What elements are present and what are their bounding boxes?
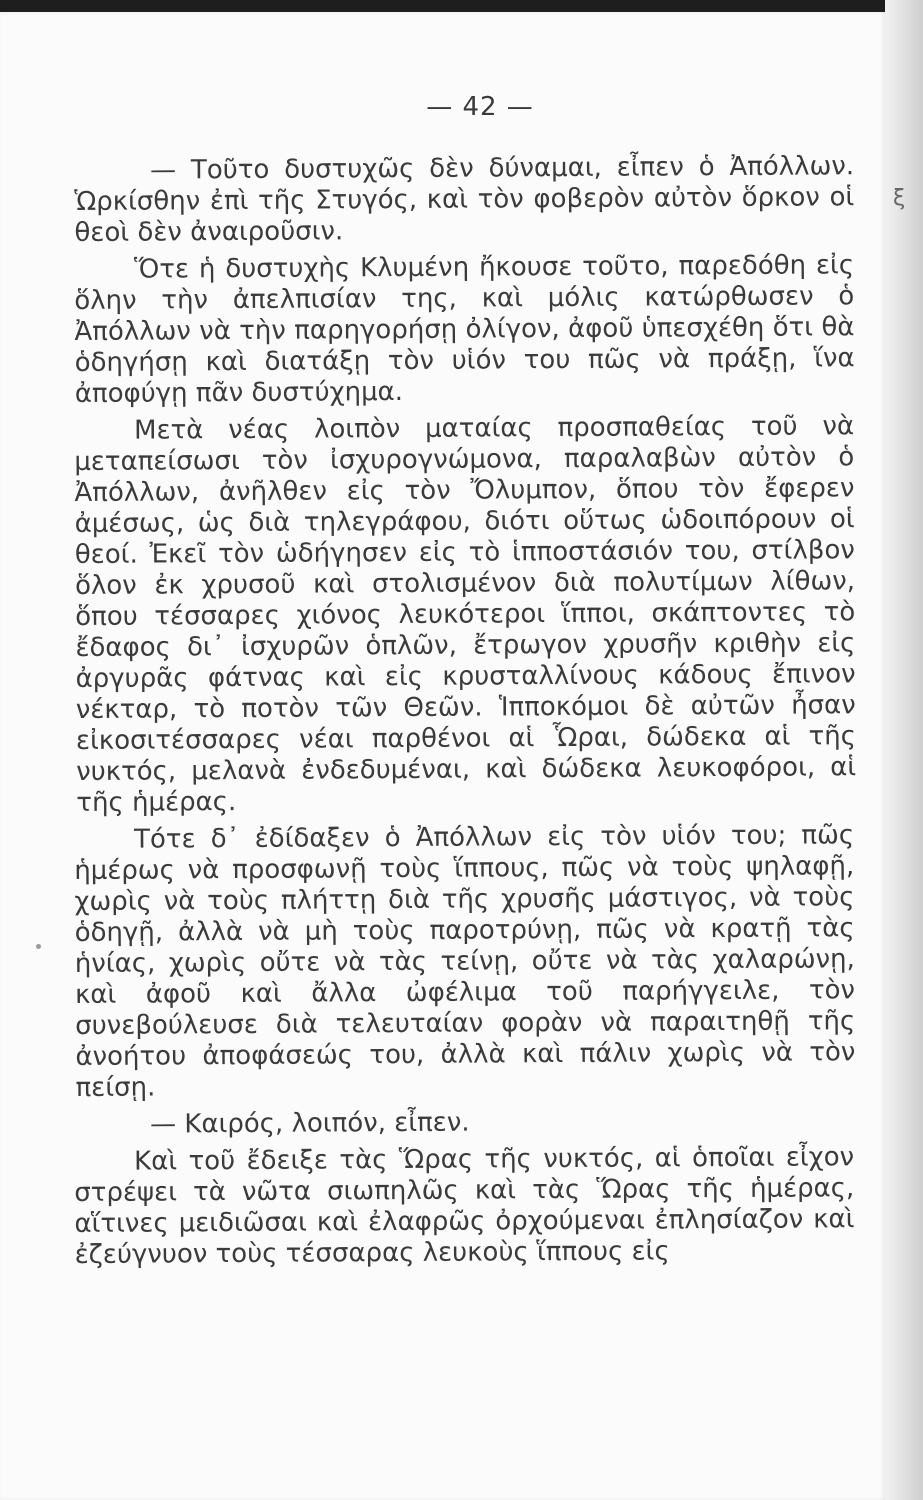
margin-mark: ξ [893,186,906,211]
scan-right-margin [885,0,923,1500]
scan-top-edge [0,0,923,12]
paragraph-5: — Καιρός, λοιπόν, εἶπεν. [149,1107,470,1140]
paragraph-4: Τότε δ᾽ ἐδίδαξεν ὁ Ἀπόλλων εἰς τὸν υἱόν του; πῶς ἡμέρως νὰ προσφωνῇ τοὺς ἵππους, πῶς νὰ τοὺς ψηλαφῇ, χωρὶς νὰ τοὺς πλήττῃ διὰ τῆς χρυσῆς μάστιγος, νὰ τοὺς ὁδηγῇ, ἀλλὰ νὰ μὴ τοὺς παροτρύνῃ, πῶς νὰ κρατῇ τὰς ἡνίας, χωρὶς οὔτε νὰ τὰς τείνῃ, οὔτε νὰ τὰς χαλαρώνῃ, καὶ ἀφοῦ καὶ ἄλλα ὠφέλιμα τοῦ παρήγγειλε, τὸν συνεβούλευσε διὰ τελευταίαν φορὰν νὰ παραιτηθῇ τῆς ἀνοήτου ἀποφάσεώς του, ἀλλὰ καὶ πάλιν χωρὶς νὰ τὸν πείσῃ. [74,820,856,1103]
paragraph-1: — Τοῦτο δυστυχῶς δὲν δύναμαι, εἶπεν ὁ Ἀπόλλων. Ὡρκίσθην ἐπὶ τῆς Στυγός, καὶ τὸν φοβερὸν αὐτὸν ὅρκον οἱ θεοὶ δὲν ἀναιροῦσιν. [74,151,855,248]
paragraph-6: Καὶ τοῦ ἔδειξε τὰς Ὥρας τῆς νυκτός, αἱ ὁποῖαι εἶχον στρέψει τὰ νῶτα σιωπηλῶς καὶ τὰς Ὥρας τῆς ἡμέρας, αἵτινες μειδιῶσαι καὶ ἐλαφρῶς ὀρχούμεναι ἐπλησίαζον καὶ ἐζεύγνυον τοὺς τέσσαρας λευκοὺς ἵππους εἰς [74,1142,855,1270]
page-number: — 42 — [426,92,534,122]
page-body [74,151,857,1277]
paragraph-2: Ὅτε ἡ δυστυχὴς Κλυμένη ἤκουσε τοῦτο, παρεδόθη εἰς ὅλην τὴν ἀπελπισίαν της, καὶ μόλις κατώρθωσεν ὁ Ἀπόλλων νὰ τὴν παρηγορήσῃ ὀλίγον, ἀφοῦ ὑπεσχέθη ὅτι θὰ ὁδηγήσῃ καὶ διατάξῃ τὸν υἱόν του πῶς νὰ πράξῃ, ἵνα ἀποφύγῃ πᾶν δυστύχημα. [74,250,855,409]
paragraph-3: Μετὰ νέας λοιπὸν ματαίας προσπαθείας τοῦ νὰ μεταπείσωσι τὸν ἰσχυρογνώμονα, παραλαβὼν αὐτὸν ὁ Ἀπόλλων, ἀνῆλθεν εἰς τὸν Ὄλυμπον, ὅπου τὸν ἔφερεν ἀμέσως, ὡς διὰ τηλεγράφου, διότι οὕτως ὡδοιπόρουν οἱ θεοί. Ἐκεῖ τὸν ὡδήγησεν εἰς τὸ ἱπποστάσιόν του, στίλβον ὅλον ἐκ χρυσοῦ καὶ στολισμένον διὰ πολυτίμων λίθων, ὅπου τέσσαρες χιόνος λευκότεροι ἵπποι, σκάπτοντες τὸ ἔδαφος δι᾽ ἰσχυρῶν ὁπλῶν, ἔτρωγον χρυσῆν κριθὴν εἰς ἀργυρᾶς φάτνας καὶ εἰς κρυσταλλίνους κάδους ἔπινον νέκταρ, τὸ ποτὸν τῶν Θεῶν. Ἱπποκόμοι δὲ αὐτῶν ἦσαν εἰκοσιτέσσαρες νέαι παρθένοι αἱ Ὧραι, δώδεκα αἱ τῆς νυκτός, μελανὰ ἐνδεδυμέναι, καὶ δώδεκα λευκοφόροι, αἱ τῆς ἡμέρας. [74,411,857,818]
scan-speck [36,944,41,949]
